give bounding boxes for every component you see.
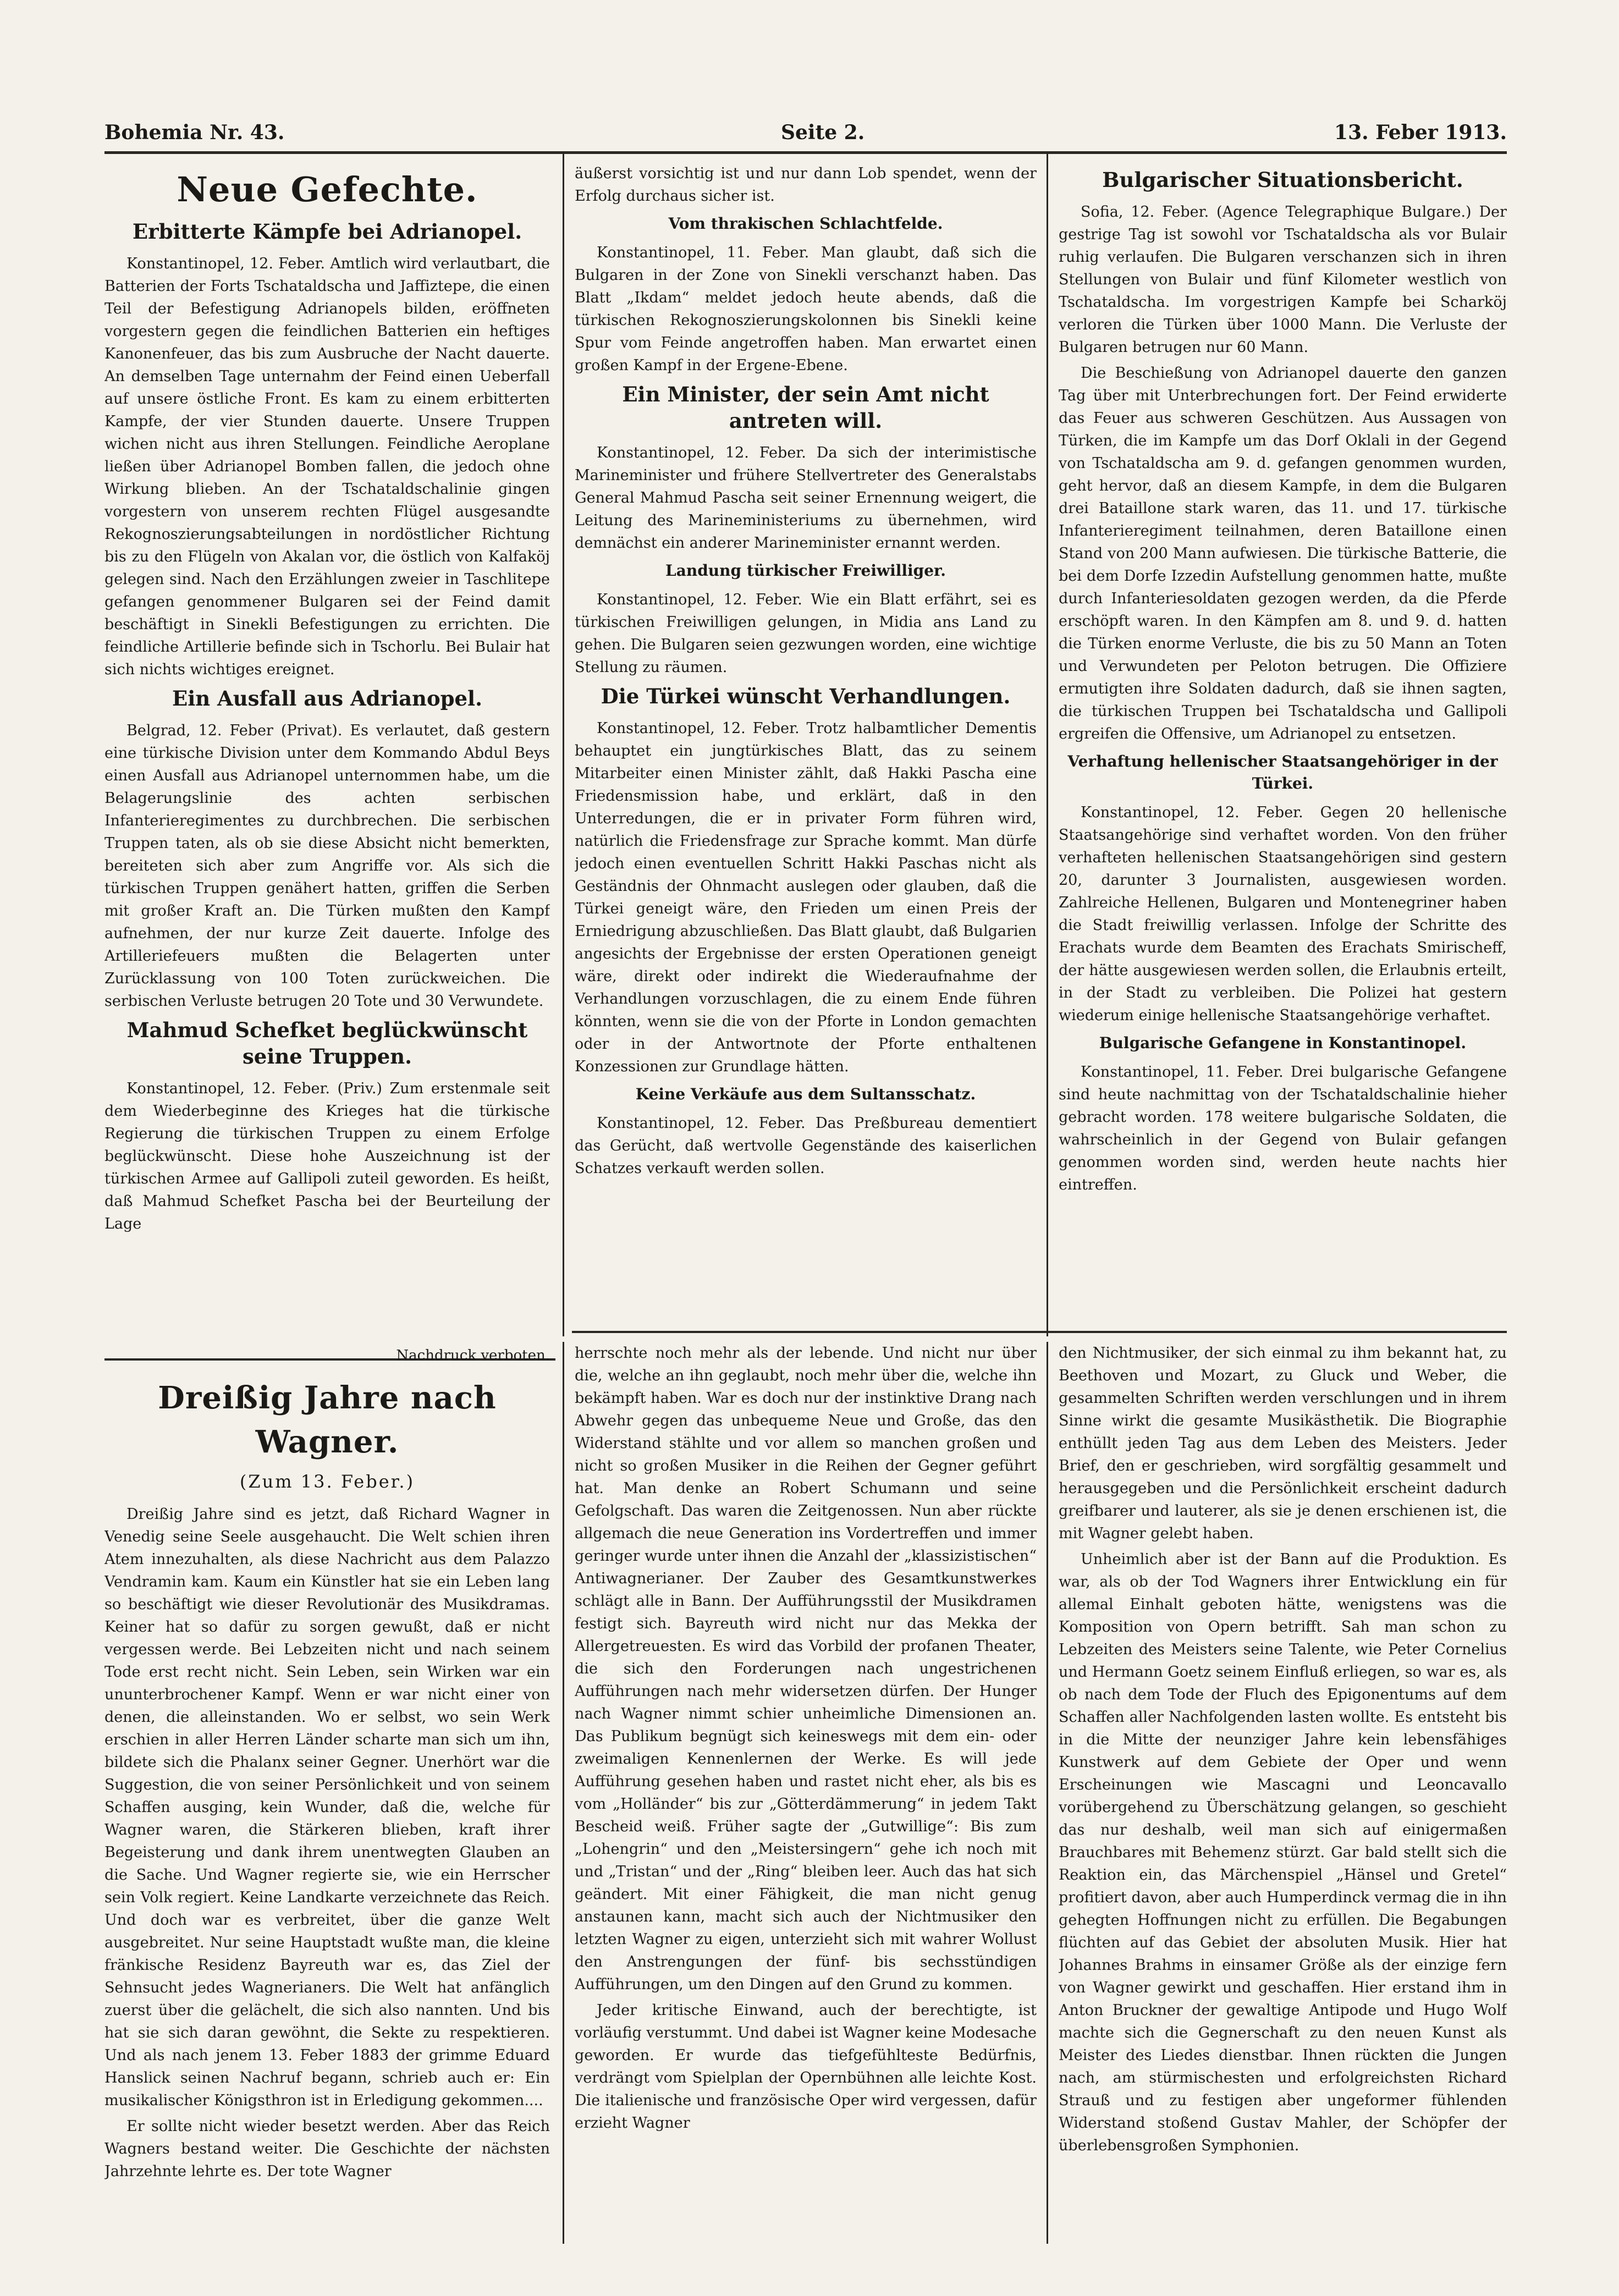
feuilleton-paragraph: Unheimlich aber ist der Bann auf die Produktion. Es war, als ob der Tod Wagners ihrer Entwicklung ein für allemal Einhalt geboten hätte, wenigstens was die Komposition von Opern betrifft. Sah man schon zu Lebzeiten des Meisters seine Talente, wie Peter Cornelius und Hermann Goetz seinem Einfluß erliegen, so war es, als ob nach dem Tode der Fluch des Epigonentums auf dem Schaffen aller Nachfolgenden lasten wollte. Es entsteht bis in die Mitte der neunziger Jahre kein lebensfähiges Kunstwerk auf dem Gebiete der Oper und wenn Erscheinungen wie Mascagni und Leoncavallo vorübergehend zu Überschätzung gelangen, so geschieht das nur deshalb, weil man sich auf einigermaßen Brauchbares mit Behemenz stürzt. Gar bald stellt sich die Reaktion ein, das Märchenspiel „Hänsel und Gretel“ profitiert davon, aber auch Humperdinck vermag die in ihn gehegten Hoffnungen nicht zu erfüllen. Die Begabungen flüchten auf das Gebiet der absoluten Musik. Hier hat Johannes Brahms in einsamer Größe als der einzige fern von Wagner gewirkt und geschaffen. Hier erstand ihm in Anton Bruckner der gewaltige Antipode und Hugo Wolf machte sich die Gegnerschaft zu den neuen Kunst als Meister des Liedes dienstbar. Ihnen rückten die Jungen nach, am stürmischesten und erfolgreichsten Richard Strauß und zu festigen aber ungeformer fühlenden Widerstand stoßend Gustav Mahler, der Schöpfer der überlebensgroßen Symphonien. [1059,1551,1507,2154]
article-heading: Ein Minister, der sein Amt nicht antreten will. [622,382,989,433]
article-body: Konstantinopel, 12. Feber. Das Preßbureau dementiert das Gerücht, daß wertvolle Gegenstände des kaiserlichen Schatzes verkauft werden sollen. [575,1115,1037,1177]
section-title: Neue Gefechte. [177,169,478,210]
reprint-notice: Nachdruck verboten. [396,1347,550,1364]
article-body: Konstantinopel, 12. Feber. Amtlich wird verlautbart, die Batterien der Forts Tschataldscha und Jaffiztepe, die einen Teil der Befestigung Adrianopels bilden, eröffneten vorgestern gegen die feindlichen Batterien ein heftiges Kanonenfeuer, das bis zum Ausbruche der Nacht dauerte. An demselben Tage unternahm der Feind einen Ueberfall auf unsere östliche Front. Es kam zu einem erbitterten Kampfe, der vier Stunden dauerte. Unsere Truppen wichen nicht aus ihren Stellungen. Feindliche Aeroplane ließen über Adrianopel Bomben fallen, die jedoch ohne Wirkung blieben. An der Tschataldschalinie gingen vorgestern von unserem rechten Flügel ausgesandte Rekognoszierungsabteilungen in nordöstlicher Richtung bis zu den Flügeln von Akalan vor, die östlich von Kalfaköj gelegen sind. Nach den Erzählungen zweier in Taschlitepe gefangen genommener Bulgaren sei der Feind damit beschäftigt in Sinekli Befestigungen zu errichten. Die feindliche Artillerie befinde sich in Tschorlu. Bei Bulair hat sich nichts wichtiges ereignet. [104,255,550,678]
article-heading: Ein Ausfall aus Adrianopel. [172,686,482,711]
article-body: Konstantinopel, 12. Feber. Trotz halbamtlicher Dementis behauptet ein jungtürkisches Blatt, das zu seinem Mitarbeiter einen Minister zählt, daß Hakki Pascha eine Friedensmission habe, und erklärt, daß in den Unterredungen, die er in privater Form führen wird, natürlich die Friedensfrage zur Sprache kommt. Man dürfe jedoch einen eventuellen Schritt Hakki Paschas nicht als Geständnis der Ohnmacht auslegen oder glauben, daß die Türkei geneigt wäre, den Frieden um einen Preis der Erniedrigung abzuschließen. Das Blatt glaubt, daß Bulgarien angesichts der Ergebnisse der ersten Operationen geneigt wäre, direkt oder indirekt die Wiederaufnahme der Verhandlungen vorzuschlagen, die zu einem Ende führen könnten, wenn sie die von der Pforte in London gemachten oder in der Antwortnote der Pforte enthaltenen Konzessionen zur Grundlage hätten. [575,720,1037,1075]
article-heading: Verhaftung hellenischer Staatsangehöriger in der Türkei. [1067,752,1498,792]
column-rule-3 [563,1342,564,2244]
article-heading: Die Türkei wünscht Verhandlungen. [601,684,1011,708]
article-body: Die Beschießung von Adrianopel dauerte den ganzen Tag über mit Unterbrechungen fort. Der Feind erwiderte das Feuer aus schweren Geschützen. Aus Aussagen von Türken, die im Kampfe um das Dorf Oklali in der Gegend von Tschataldscha am 9. d. gefangen genommen wurden, geht hervor, daß an diesem Kampfe, in dem die Bulgaren drei Bataillone stark waren, das 11. und 17. türkische Infanterieregiment teilnahmen, deren Bataillone einen Stand von 200 Mann aufwiesen. Die türkische Batterie, die bei dem Dorfe Izzedin Aufstellung genommen hatte, mußte durch Infanteriesoldaten gezogen werden, da die Pferde erschöpft waren. In den Kämpfen am 8. und 9. d. hatten die Türken enorme Verluste, die bis zu 50 Mann an Toten und Verwundeten per Peloton betrugen. Die Offiziere ermutigten ihre Soldaten dadurch, daß sie ihnen sagten, die türkischen Truppen bei Tschataldscha und Gallipoli ergreifen die Offensive, um Adrianopel zu entsetzen. [1059,365,1507,742]
article-body: Konstantinopel, 12. Feber. Da sich der interimistische Marineminister und frühere Stellvertreter des Generalstabs General Mahmud Pascha seit seiner Ernennung weigert, die Leitung des Marineministeriums zu übernehmen, wird demnächst ein anderer Marineminister ernannt werden. [575,444,1037,552]
article-body: Konstantinopel, 12. Feber. Gegen 20 hellenische Staatsangehörige sind verhaftet worden. Von den früher verhafteten hellenischen Staatsangehörigen sind gestern 20, darunter 3 Journalisten, ausgewiesen worden. Zahlreiche Hellenen, Bulgaren und Montenegriner haben die Stadt freiwillig verlassen. Infolge der Schritte des Erachats wurde dem Beamten des Erachats Smirischeff, der hätte ausgewiesen werden sollen, die Erlaubnis erteilt, in der Stadt zu verbleiben. Die Polizei hat gestern wiederum einige hellenische Staatsangehörige verhaftet. [1059,804,1507,1024]
article-heading: Bulgarische Gefangene in Konstantinopel. [1099,1034,1467,1052]
masthead [104,110,1507,154]
article-body: Konstantinopel, 11. Feber. Man glaubt, daß sich die Bulgaren in der Zone von Sinekli verschanzt haben. Das Blatt „Ikdam“ meldet jedoch heute abends, daß die türkischen Rekognoszierungskolonnen bis Sinekli keine Spur vom Feinde angetroffen haben. Man erwartet einen großen Kampf in der Ergene-Ebene. [575,244,1037,374]
article-heading: Vom thrakischen Schlachtfelde. [668,214,943,233]
masthead-page-number: Seite 2. [781,121,865,144]
feuilleton-paragraph: Jeder kritische Einwand, auch der berechtigte, ist vorläufig verstummt. Und dabei ist Wagner keine Modesache geworden. Er wurde das tiefgefühlteste Bedürfnis, verdrängt vom Spielplan der Opernbühnen alle leichte Kost. Die italienische und französische Oper wird vergessen, dafür erzieht Wagner [575,2002,1037,2132]
column-2 [575,162,1037,1328]
feuilleton-subtitle: (Zum 13. Feber.) [239,1471,415,1492]
column-3 [1059,162,1507,1328]
article-heading: Erbitterte Kämpfe bei Adrianopel. [132,219,522,244]
feuilleton-column-1 [104,1345,550,2244]
feuilleton-column-2 [575,1342,1037,2244]
feuilleton-paragraph: den Nichtmusiker, der sich einmal zu ihm bekannt hat, zu Beethoven und Mozart, zu Gluck und Weber, die gesammelten Schriften werden verschlungen und in ihrem Sinne wirkt die gesamte Musikästhetik. Die Biographie enthüllt jeden Tag aus dem Leben des Meisters. Jeder Brief, den er geschrieben, wird sorgfältig gesammelt und herausgegeben und die Persönlichkeit erscheint dadurch greifbarer und lauterer, als sie je denen erschienen ist, die mit Wagner gelebt haben. [1059,1345,1507,1542]
feuilleton-paragraph: herrschte noch mehr als der lebende. Und nicht nur über die, welche an ihn geglaubt, noch mehr über die, welche ihn bekämpft haben. War es doch nur der instinktive Drang nach Abwehr gegen das unbequeme Neue und Große, das den Widerstand stählte und vor allem so manchen großen und nicht so großen Musiker in die Reihen der Gegner geführt hat. Man denke an Robert Schumann und seine Gefolgschaft. Das waren die Zeitgenossen. Nun aber rückte allgemach die neue Generation ins Vordertreffen und immer geringer wurde unter ihnen die Anzahl der „klassizistischen“ Antiwagnerianer. Der Zauber des Gesamtkunstwerkes schlägt alle in Bann. Der Aufführungsstil der Musikdramen festigt sich. Bayreuth wird nicht nur das Mekka der Allergetreuesten. Es wird das Vorbild der profanen Theater, die sich den Forderungen nach ungestrichenen Aufführungen nach mehr widersetzen dürfen. Der Hunger nach Wagner nimmt schier unheimliche Dimensionen an. Das Publikum begnügt sich keineswegs mit dem ein- oder zweimaligen Kennenlernen der Werke. Es will jede Aufführung gesehen haben und rastet nicht eher, als bis es vom „Holländer“ bis zur „Götterdämmerung“ in jedem Takt Bescheid weiß. Früher sagte der „Gutwillige“: Bis zum „Lohengrin“ und den „Meistersingern“ gehe ich noch mit und „Tristan“ und der „Ring“ bleiben leer. Auch das hat sich geändert. Mit einer Fähigkeit, die man nicht genug anstaunen kann, macht sich auch der Nichtmusiker den letzten Wagner zu eigen, unterzieht sich mit wahrer Wollust den Anstrengungen der fünf- bis sechsstündigen Aufführungen, um den Dingen auf den Grund zu kommen. [575,1345,1037,1993]
article-body: Konstantinopel, 12. Feber. (Priv.) Zum erstenmale seit dem Wiederbeginne des Krieges hat die türkische Regierung die türkischen Truppen zu einem Erfolge beglückwünscht. Diese hohe Auszeichnung ist der türkischen Armee auf Gallipoli zuteil geworden. Es heißt, daß Mahmud Schefket Pascha bei der Beurteilung der Lage [104,1080,550,1232]
masthead-issue: Bohemia Nr. 43. [104,121,285,144]
feuilleton-rule-right [572,1331,1507,1333]
article-heading: Landung türkischer Freiwilliger. [665,561,946,580]
article-heading: Mahmud Schefket beglückwünscht seine Truppen. [126,1018,528,1069]
feuilleton-column-3 [1059,1342,1507,2244]
article-body: Belgrad, 12. Feber (Privat). Es verlautet, daß gestern eine türkische Division unter dem Kommando Abdul Beys einen Ausfall aus Adrianopel unternommen habe, um die Belagerungslinie des achten serbischen Infanterieregimentes zu durchbrechen. Die serbischen Truppen taten, als ob sie diese Absicht nicht bemerkten, bereiteten sich aber zum Angriffe vor. Als sich die türkischen Truppen genähert hatten, griffen die Serben mit großer Kraft an. Die Türken mußten den Kampf aufnehmen, der nur kurze Zeit dauerte. Infolge des Artilleriefeuers mußten die Belagerten unter Zurücklassung von 100 Toten zurückweichen. Die serbischen Verluste betrugen 20 Tote und 30 Verwundete. [104,722,550,1010]
article-continuation: äußerst vorsichtig ist und nur dann Lob spendet, wenn der Erfolg durchaus sicher ist. [575,165,1037,205]
feuilleton-paragraph: Dreißig Jahre sind es jetzt, daß Richard Wagner in Venedig seine Seele ausgehaucht. Die Welt schien ihren Atem innezuhalten, als diese Nachricht aus dem Palazzo Vendramin kam. Kaum ein Künstler hat sie ein Leben lang so beschäftigt wie dieser Revolutionär des Musikdramas. Keiner hat so dafür zu sorgen gewußt, daß er nicht vergessen werde. Bei Lebzeiten nicht und nach seinem Tode erst recht nicht. Sein Leben, sein Wirken war ein ununterbrochener Kampf. Wenn er war nicht einer von denen, die alleinstanden. Wo er selbst, wo sein Werk erschien in aller Herren Länder scharte man sich um ihn, bildete sich die Phalanx seiner Gegner. Unerhört war die Suggestion, die von seiner Persönlichkeit und von seinem Schaffen ausging, kein Wunder, daß die, welche für Wagner waren, die Stärkeren blieben, kraft ihrer Begeisterung und dank ihrem unentwegten Glauben an die Sache. Und Wagner regierte sie, wie ein Herrscher sein Volk regiert. Keine Landkarte verzeichnete das Reich. Und doch war es verbreitet, über die ganze Welt ausgebreitet. Nur seine Hauptstadt wußte man, die kleine fränkische Residenz Bayreuth war es, das Ziel der Sehnsucht jedes Wagnerianers. Die Welt hat anfänglich zuerst über die gelächelt, die sich also nannten. Und bis hat sie sich daran gewöhnt, die Sekte zu respektieren. Und als nach jenem 13. Feber 1883 der grimme Eduard Hanslick seinen Nachruf begann, schrieb auch er: Ein musikalischer Königsthron ist in Erledigung gekommen.... [104,1506,550,2109]
column-rule-2 [1047,154,1048,1336]
newspaper-page [104,110,1507,2244]
masthead-date: 13. Feber 1913. [1334,121,1507,144]
column-rule-4 [1047,1342,1048,2244]
column-rule-1 [563,154,564,1336]
feuilleton-title: Dreißig Jahre nach Wagner. [158,1380,497,1460]
article-body: Konstantinopel, 11. Feber. Drei bulgarische Gefangene sind heute nachmittag von der Tschataldschalinie hieher gebracht worden. 178 weitere bulgarische Soldaten, die wahrscheinlich in der Gegend von Bulair gefangen genommen worden sind, werden heute nachts hier eintreffen. [1059,1064,1507,1193]
feuilleton-paragraph: Er sollte nicht wieder besetzt werden. Aber das Reich Wagners bestand weiter. Die Geschichte der nächsten Jahrzehnte lehrte es. Der tote Wagner [104,2118,550,2180]
article-body: Sofia, 12. Feber. (Agence Telegraphique Bulgare.) Der gestrige Tag ist sowohl vor Tschataldscha als vor Bulair ruhig verlaufen. Die Bulgaren verschanzen sich in ihren Stellungen von Bulair und fünf Kilometer westlich von Tschataldscha. Im vorgestrigen Kampfe bei Scharköj verloren die Türken über 1000 Mann. Die Verluste der Bulgaren betrugen nur 60 Mann. [1059,203,1507,356]
article-heading: Keine Verkäufe aus dem Sultansschatz. [635,1085,976,1103]
article-heading: Bulgarischer Situationsbericht. [1102,168,1463,192]
column-1 [104,162,550,1345]
article-body: Konstantinopel, 12. Feber. Wie ein Blatt erfährt, sei es türkischen Freiwilligen gelungen, in Midia ans Land zu gehen. Die Bulgaren seien gezwungen worden, eine wichtige Stellung zu räumen. [575,591,1037,676]
